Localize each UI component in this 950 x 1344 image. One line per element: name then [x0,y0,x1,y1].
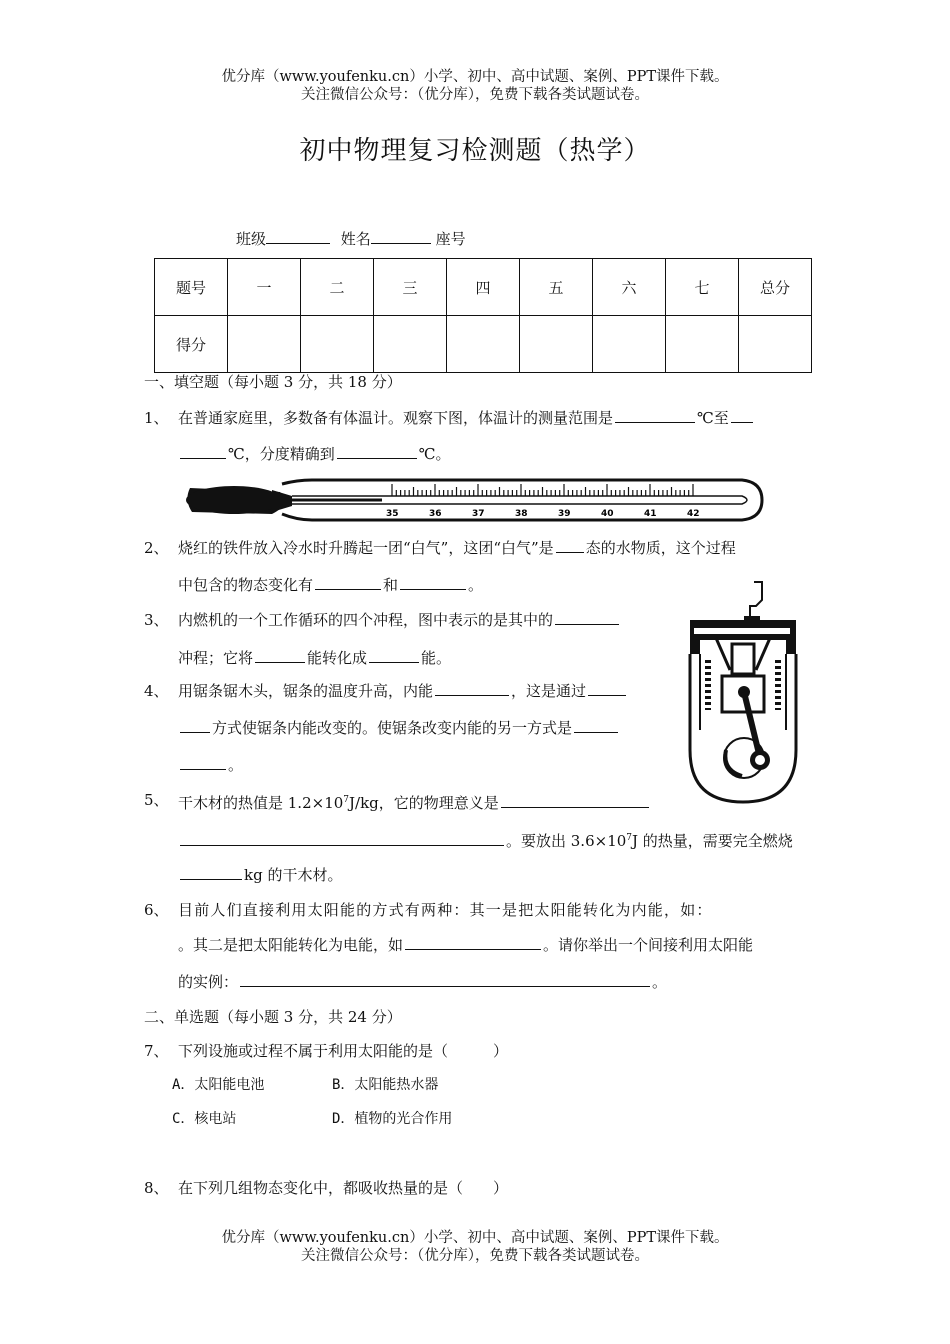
q2-blank-change-1[interactable] [315,575,381,590]
score-cell[interactable] [228,316,301,373]
q3-blank-energy-to[interactable] [369,648,419,663]
thermometer-label: 36 [429,509,442,519]
name-label: 姓名 [340,230,371,248]
q6-line-2 [178,935,753,955]
q4-blank-internal-energy[interactable] [435,681,509,696]
section-1-heading: 一、填空题（每小题 3 分，共 18 分） [144,373,402,391]
q1-number: 1、 [144,409,169,427]
q6-blank-electric[interactable] [405,935,541,950]
q2-blank-state[interactable] [556,538,584,553]
q1-line-2 [178,444,451,464]
q5-blank-mass[interactable] [180,865,242,880]
q3-line-2 [178,648,451,668]
q4-text-a: 用锯条锯木头，锯条的温度升高，内能 [178,682,434,700]
section-2-heading: 二、单选题（每小题 3 分，共 24 分） [144,1008,402,1026]
seat-label: 座号 [435,230,466,248]
score-table-score-row [155,316,812,373]
score-cell[interactable] [447,316,520,373]
q2-text-b: 态的水物质，这个过程 [585,539,736,557]
score-table [154,258,812,373]
q5-blank-meaning[interactable] [180,831,504,846]
thermometer-label: 35 [386,509,399,519]
page-title: 初中物理复习检测题（热学） [299,136,651,166]
header-cell: 总分 [739,259,812,316]
thermometer-label: 37 [472,509,485,519]
q4-blank-method[interactable] [180,718,210,733]
q4-line-2 [178,718,620,738]
q4-text-d: 。 [228,756,244,774]
q4-blank-other-method[interactable] [180,755,226,770]
q5-line-1 [178,790,651,813]
q6-line-3 [178,972,667,992]
q2-text-e: 。 [468,576,484,594]
score-row-label: 得分 [155,316,228,373]
class-label: 班级 [236,230,267,248]
header-line-2: 关注微信公众号：（优分库），免费下载各类试题试卷。 [301,87,649,103]
q5-text-e: kg 的干木材。 [244,866,343,884]
header-cell: 题号 [155,259,228,316]
q6-text-a: 目前人们直接利用太阳能的方式有两种：其一是把太阳能转化为内能，如： [178,901,713,919]
footer-line-2: 关注微信公众号：（优分库），免费下载各类试题试卷。 [301,1248,649,1264]
q3-number: 3、 [144,611,169,629]
thermometer-label: 39 [558,509,571,519]
q3-blank-energy-from[interactable] [255,648,305,663]
q6-blank-example[interactable] [240,972,650,987]
score-cell[interactable] [666,316,739,373]
q8-stem: 在下列几组物态变化中，都吸收热量的是（ ） [178,1179,509,1197]
q5-number: 5、 [144,791,169,809]
q4-blank-other-method-start[interactable] [574,718,618,733]
thermometer-ticks [392,484,693,496]
engine-figure [686,580,800,810]
score-cell[interactable] [593,316,666,373]
header-cell: 五 [520,259,593,316]
thermometer-label: 41 [644,509,657,519]
q2-text-d: 和 [383,576,399,594]
name-field[interactable] [371,228,431,244]
q4-blank-method-start[interactable] [588,681,626,696]
q7-stem: 下列设施或过程不属于利用太阳能的是（ ） [178,1042,509,1060]
q3-text-a: 内燃机的一个工作循环的四个冲程，图中表示的是其中的 [178,611,554,629]
header-cell: 六 [593,259,666,316]
score-cell[interactable] [301,316,374,373]
thermometer-label: 40 [601,509,614,519]
q6-text-b: 。其二是把太阳能转化为电能，如 [178,936,404,954]
header-cell: 三 [374,259,447,316]
q6-text-d: 的实例： [178,973,239,991]
thermometer-figure [182,474,766,526]
q5-blank-meaning-start[interactable] [501,793,649,808]
q6-text-e: 。 [652,973,668,991]
footer-line-1: 优分库（www.youfenku.cn）小学、初中、高中试题、案例、PPT课件下载。 [221,1230,729,1246]
q6-text-c: 。请你举出一个间接利用太阳能 [543,936,754,954]
q1-text-b: ℃至 [697,409,729,427]
q3-line-1 [178,610,621,630]
q7-option-d[interactable]: D．植物的光合作用 [332,1111,453,1127]
q4-line-1 [178,681,628,701]
q4-line-3 [178,755,243,775]
class-field[interactable] [266,228,330,244]
q5-exponent: 7 [343,795,350,805]
q7-option-c[interactable]: C．核电站 [172,1111,237,1127]
q2-text-a: 烧红的铁件放入冷水时升腾起一团“白气”，这团“白气”是 [178,539,554,557]
score-cell[interactable] [739,316,812,373]
q7-option-b[interactable]: B．太阳能热水器 [332,1077,439,1093]
q2-text-c: 中包含的物态变化有 [178,576,314,594]
header-cell: 二 [301,259,374,316]
q1-blank-max-start[interactable] [731,408,753,423]
thermometer-label: 42 [687,509,700,519]
q4-text-b: ，这是通过 [511,682,587,700]
thermometer-bulb-body [186,486,282,514]
q8-number: 8、 [144,1179,169,1197]
score-cell[interactable] [374,316,447,373]
q7-number: 7、 [144,1042,169,1060]
header-cell: 七 [666,259,739,316]
q2-line-2 [178,575,483,595]
q5-text-d: J 的热量，需要完全燃烧 [632,832,793,850]
q2-blank-change-2[interactable] [400,575,466,590]
q1-text-d: ℃。 [418,445,451,463]
score-cell[interactable] [520,316,593,373]
q3-text-d: 能。 [421,649,452,667]
q5-exponent-2: 7 [626,833,633,843]
q4-number: 4、 [144,682,169,700]
thermometer-labels [386,509,700,519]
q5-line-3 [178,865,342,885]
q2-line-1 [178,538,736,558]
q6-line-1 [178,900,713,920]
q1-text-c: ℃，分度精确到 [228,445,335,463]
q6-number: 6、 [144,901,169,919]
header-cell: 四 [447,259,520,316]
score-table-header-row [155,259,812,316]
q3-text-c: 能转化成 [307,649,368,667]
q1-text-a: 在普通家庭里，多数备有体温计。观察下图，体温计的测量范围是 [178,409,614,427]
q1-blank-min[interactable] [615,408,695,423]
header-line-1: 优分库（www.youfenku.cn）小学、初中、高中试题、案例、PPT课件下载。 [221,69,729,85]
q1-blank-precision[interactable] [337,444,417,459]
q2-number: 2、 [144,539,169,557]
student-info [236,228,466,249]
q4-text-c: 方式使锯条内能改变的。使锯条改变内能的另一方式是 [212,719,573,737]
q5-text-c: 。要放出 3.6×10 [506,832,627,850]
thermometer-label: 38 [515,509,528,519]
q5-line-2 [178,828,793,851]
q5-text-a: 干木材的热值是 1.2×10 [178,794,344,812]
q5-text-b: J/kg，它的物理意义是 [349,794,499,812]
q3-blank-stroke[interactable] [555,610,619,625]
q3-text-b: 冲程；它将 [178,649,254,667]
q1-line-1 [178,408,755,428]
q1-blank-max[interactable] [180,444,226,459]
q7-option-a[interactable]: A．太阳能电池 [172,1077,265,1093]
header-cell: 一 [228,259,301,316]
